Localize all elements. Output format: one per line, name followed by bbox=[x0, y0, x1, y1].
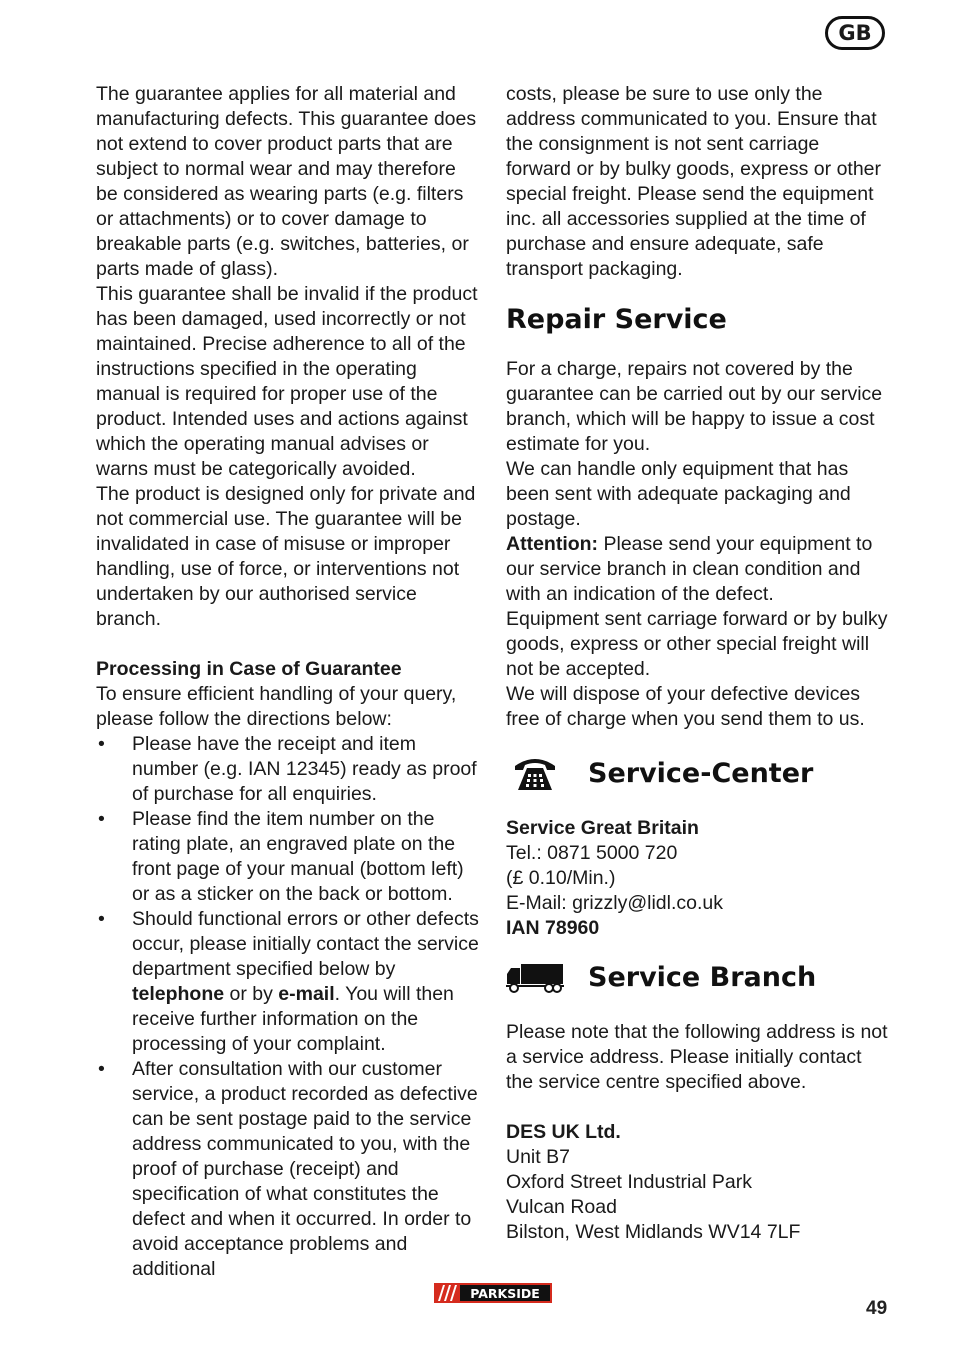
private-use-paragraph: The product is designed only for private and not commercial use. The guarantee will be invalidated in case of misuse or improper handling, use of force, or interventions not undertaken by our authorised service branch. bbox=[96, 483, 476, 630]
address-line: Vulcan Road bbox=[506, 1196, 617, 1218]
service-call-rate: (£ 0.10/Min.) bbox=[506, 867, 616, 889]
list-item-text: Should functional errors or other defects occur, please initially contact the service department specified below by telephone or by e-mail. You will then receive further information on the processing of your complaint. bbox=[132, 908, 479, 1055]
repair-service-heading: Repair Service bbox=[506, 304, 727, 335]
truck-icon bbox=[506, 958, 564, 998]
telephone-icon bbox=[506, 754, 564, 794]
disposal-paragraph: We will dispose of your defective devices free of charge when you send them to us. bbox=[506, 683, 865, 730]
bullet-marker: • bbox=[98, 808, 105, 830]
service-center-heading: Service-Center bbox=[588, 758, 814, 789]
service-branch-heading: Service Branch bbox=[588, 962, 817, 993]
shipping-continuation-paragraph: costs, please be sure to use only the address communicated to you. Ensure that the consignment is not sent carriage forward or by bulky goods, express or other special freight. Please send the equipment inc. all accessories supplied at the time of purchase and ensure adequate, safe transport packaging. bbox=[506, 83, 882, 280]
guarantee-invalid-paragraph: This guarantee shall be invalid if the product has been damaged, used incorrectly or not maintained. Precise adherence to all of the instructions specified in the operating manual is required for proper use of the product. Intended uses and actions against which the operating manual advises or warns must be categorically avoided. bbox=[96, 283, 478, 480]
processing-heading: Processing in Case of Guarantee bbox=[96, 658, 402, 680]
service-phone: Tel.: 0871 5000 720 bbox=[506, 842, 678, 864]
telephone-term: telephone bbox=[132, 983, 225, 1005]
address-line: Oxford Street Industrial Park bbox=[506, 1171, 753, 1193]
right-column bbox=[506, 82, 888, 1245]
address-line: Bilston, West Midlands WV14 7LF bbox=[506, 1221, 801, 1243]
list-item-text: After consultation with our customer service, a product recorded as defective can be sent postage paid to the service address communicated to you, with the proof of purchase (receipt) and specification of what constitutes the defect and when it occurred. In order to avoid acceptance problems and additional bbox=[132, 1058, 478, 1280]
bullet-marker: • bbox=[98, 1058, 105, 1080]
service-branch-header bbox=[506, 958, 888, 998]
list-item-text: Please have the receipt and item number (e.g. IAN 12345) ready as proof of purchase for all enquiries. bbox=[132, 733, 477, 805]
repair-packaging-paragraph: We can handle only equipment that has been sent with adequate packaging and postage. bbox=[506, 458, 851, 530]
freight-paragraph: Equipment sent carriage forward or by bulky goods, express or other special freight will not be accepted. bbox=[506, 608, 888, 680]
email-term: e-mail bbox=[278, 983, 335, 1005]
page-number: 49 bbox=[866, 1298, 888, 1319]
processing-steps-list bbox=[96, 732, 482, 1282]
list-item-text: Please find the item number on the rating plate, an engraved plate on the front page of your manual (bottom left) or as a sticker on the back or bottom. bbox=[132, 808, 464, 905]
list-item bbox=[96, 732, 482, 807]
processing-intro: To ensure efficient handling of your query, please follow the directions below: bbox=[96, 683, 457, 730]
parkside-logo bbox=[434, 1283, 552, 1303]
attention-label: Attention: bbox=[506, 533, 599, 555]
bullet-marker: • bbox=[98, 733, 105, 755]
list-item bbox=[96, 907, 482, 1057]
service-email: E-Mail: grizzly@lidl.co.uk bbox=[506, 892, 724, 914]
left-column bbox=[96, 82, 482, 1282]
list-item bbox=[96, 807, 482, 907]
address-line: Unit B7 bbox=[506, 1146, 570, 1168]
logo-text: PARKSIDE bbox=[470, 1286, 540, 1301]
ian-number: IAN 78960 bbox=[506, 917, 600, 939]
attention-paragraph: Attention: Please send your equipment to our service branch in clean condition and with an indication of the defect. bbox=[506, 533, 873, 605]
service-center-header bbox=[506, 754, 888, 794]
guarantee-scope-paragraph: The guarantee applies for all material and manufacturing defects. This guarantee does not extend to cover product parts that are subject to normal wear and may therefore be considered as wearing parts (e.g. filters or attachments) or to cover damage to breakable parts (e.g. switches, batteries, or parts made of glass). bbox=[96, 83, 477, 280]
repair-cost-paragraph: For a charge, repairs not covered by the guarantee can be carried out by our service branch, which will be happy to issue a cost estimate for you. bbox=[506, 358, 883, 455]
list-item bbox=[96, 1057, 482, 1282]
bullet-marker: • bbox=[98, 908, 105, 930]
service-country-title: Service Great Britain bbox=[506, 817, 699, 839]
branch-company: DES UK Ltd. bbox=[506, 1121, 621, 1143]
country-badge: GB bbox=[825, 16, 885, 50]
branch-note: Please note that the following address is not a service address. Please initially contact the service centre specified above. bbox=[506, 1021, 888, 1093]
